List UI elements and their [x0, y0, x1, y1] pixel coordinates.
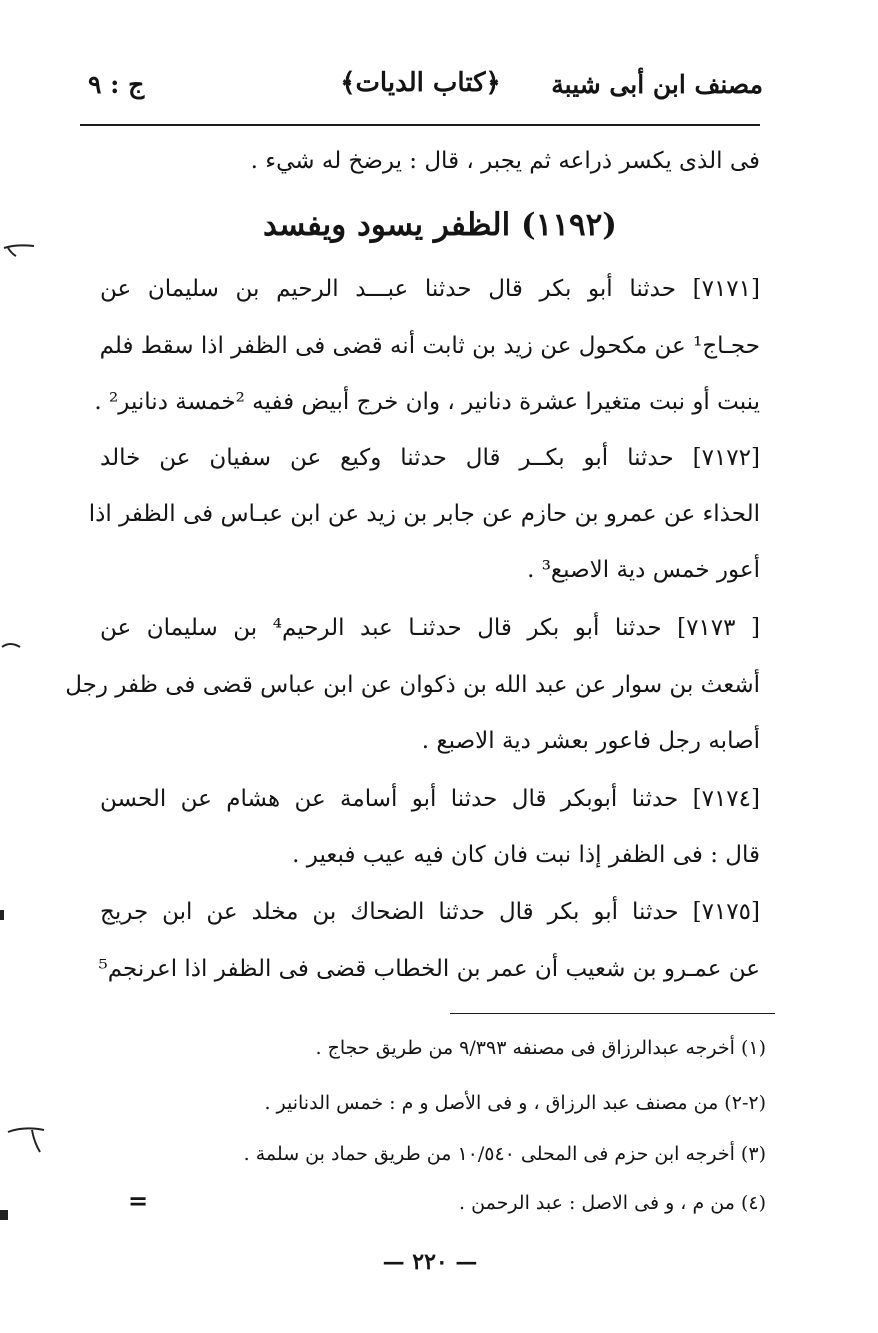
margin-mark-icon	[4, 1124, 48, 1154]
volume-number: ج : ٩	[88, 70, 145, 99]
text-line: قال : فى الظفر إذا نبت فان كان فيه عيب فبعير .	[292, 842, 760, 868]
margin-mark-icon	[0, 910, 4, 920]
book-title: مصنف ابن أبى شيبة	[551, 70, 763, 99]
footnote: (٢-٢) من مصنف عبد الرزاق ، و فى الأصل و م : خمس الدنانير .	[264, 1092, 766, 1114]
text-line: حجـاج¹ عن مكحول عن زيد بن ثابت أنه قضى فى الظفر اذا سقط فلم	[99, 333, 760, 359]
text-line: [ ٧١٧٣] حدثنا أبو بكر قال حدثنـا عبد الرحيم⁴ بن سليمان عن	[100, 615, 760, 641]
text-line: أصابه رجل فاعور بعشر دية الاصبع .	[421, 728, 760, 754]
text-line: أعور خمس دية الاصبع³ .	[527, 557, 760, 583]
header-rule	[80, 124, 760, 126]
margin-mark-icon	[2, 238, 36, 258]
text-line: عن عمـرو بن شعيب أن عمر بن الخطاب قضى فى الظفر اذا اعرنجم⁵	[98, 956, 760, 982]
continuation-mark: =	[128, 1186, 149, 1215]
footnote-rule	[450, 1013, 775, 1014]
text-line: [٧١٧٥] حدثنا أبو بكر قال حدثنا الضحاك بن مخلد عن ابن جريج	[100, 899, 760, 925]
footnote: (١) أخرجه عبدالرزاق فى مصنفه ٩/٣٩٣ من طريق حجاج .	[315, 1037, 766, 1059]
page-number: — ٢٢٠ —	[382, 1249, 478, 1275]
running-header	[78, 62, 763, 114]
margin-mark-icon	[0, 1210, 8, 1220]
text-line: أشعث بن سوار عن عبد الله بن ذكوان عن ابن عباس قضى فى ظفر رجل	[65, 672, 760, 698]
footnote: (٤) من م ، و فى الاصل : عبد الرحمن .	[459, 1192, 766, 1214]
margin-mark-icon	[0, 635, 22, 657]
text-line: فى الذى يكسر ذراعه ثم يجبر ، قال : يرضخ له شيء .	[250, 148, 760, 174]
chapter-title: ﴿كتاب الديات﴾	[340, 68, 501, 98]
text-line: الحذاء عن عمرو بن حازم عن جابر بن زيد عن ابن عبـاس فى الظفر اذا	[88, 501, 760, 527]
text-line: [٧١٧١] حدثنا أبو بكر قال حدثنا عبـــد الرحيم بن سليمان عن	[100, 276, 760, 302]
text-line: ينبت أو نبت متغيرا عشرة دنانير ، وان خرج أبيض ففيه ²خمسة دنانير² .	[94, 389, 760, 415]
text-line: [٧١٧٢] حدثنا أبو بكــر قال حدثنا وكيع عن سفيان عن خالد	[100, 445, 760, 471]
section-heading: (١١٩٢) الظفر يسود ويفسد	[263, 207, 617, 243]
footnote: (٣) أخرجه ابن حزم فى المحلى ١٠/٥٤٠ من طريق حماد بن سلمة .	[243, 1143, 766, 1165]
text-line: [٧١٧٤] حدثنا أبوبكر قال حدثنا أبو أسامة عن هشام عن الحسن	[100, 786, 760, 812]
